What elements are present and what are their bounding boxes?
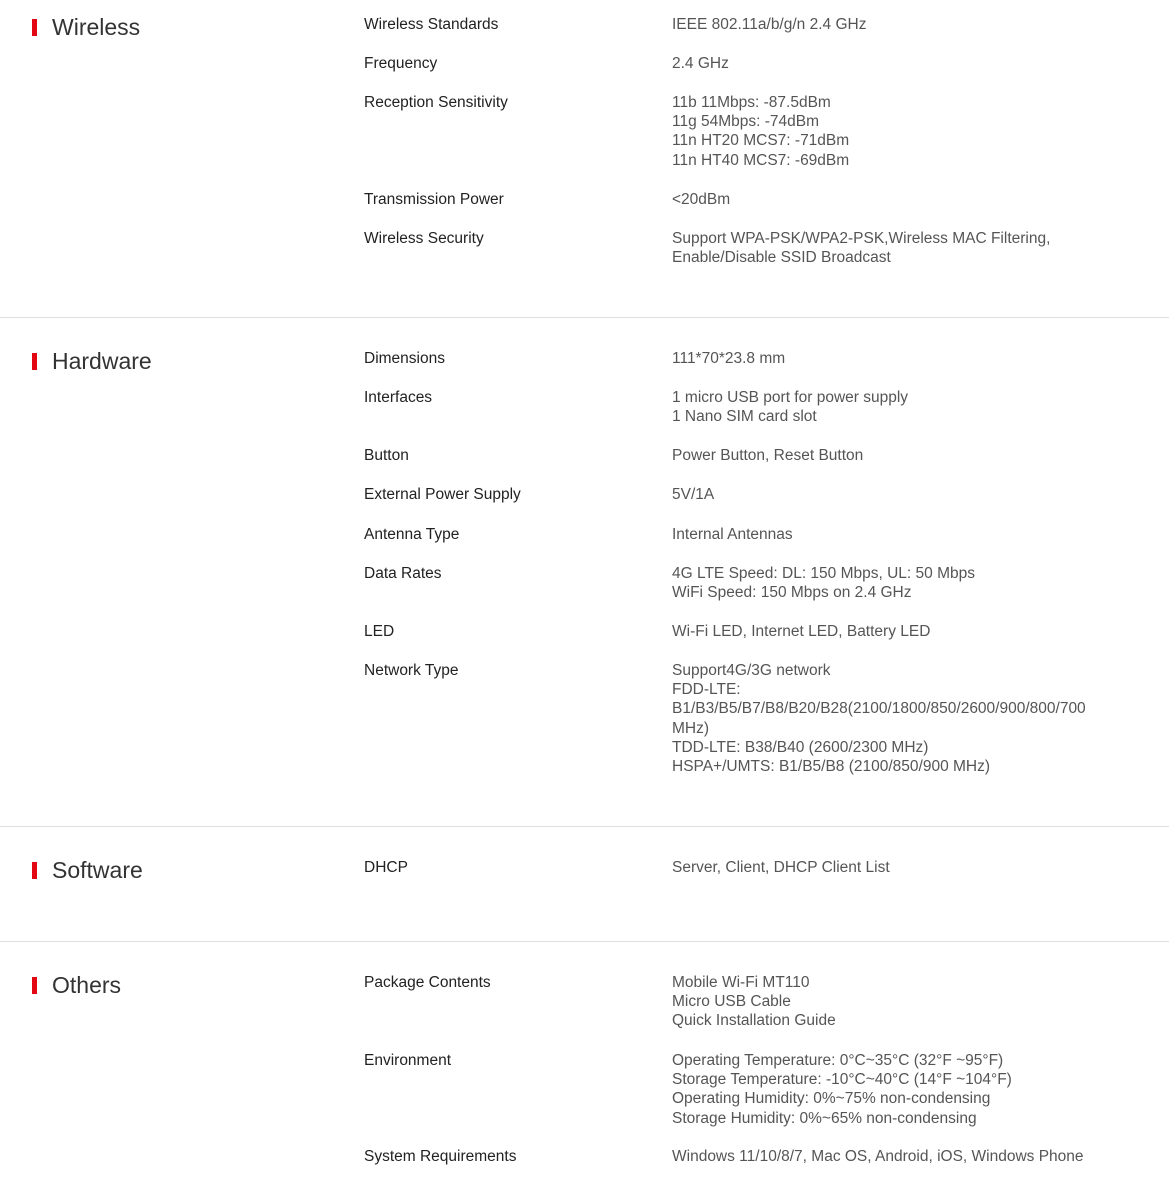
spec-value: [672, 229, 1152, 267]
spec-value-line: IEEE 802.11a/b/g/n 2.4 GHz: [672, 16, 867, 33]
spec-value-line: Internal Antennas: [672, 526, 793, 543]
spec-label: LED: [364, 623, 395, 640]
spec-value-line: Operating Temperature: 0°C~35°C (32°F ~95°F): [672, 1052, 1004, 1069]
section-hardware: [0, 318, 1169, 827]
spec-row: [364, 485, 1154, 525]
spec-value: [672, 525, 1152, 544]
section-title: Others: [52, 972, 122, 998]
spec-label: Antenna Type: [364, 526, 460, 543]
spec-value: [672, 349, 1152, 368]
section-title: Software: [52, 857, 143, 883]
spec-value-line: 5V/1A: [672, 486, 715, 503]
spec-row: [364, 525, 1154, 564]
spec-value: [672, 446, 1152, 465]
spec-label: Transmission Power: [364, 191, 504, 208]
spec-value-line: 111*70*23.8 mm: [672, 350, 786, 367]
spec-label: Data Rates: [364, 565, 442, 582]
spec-value-line: 11b 11Mbps: -87.5dBm: [672, 94, 831, 111]
spec-value-line: Wi-Fi LED, Internet LED, Battery LED: [672, 623, 931, 640]
spec-label: Button: [364, 447, 409, 464]
spec-row: [364, 388, 1154, 446]
spec-rows: [364, 15, 1154, 269]
spec-label: Package Contents: [364, 974, 491, 991]
section-header: [32, 971, 121, 999]
spec-value: [672, 388, 1152, 426]
spec-value: [672, 54, 1152, 73]
spec-row: [364, 1147, 1154, 1186]
spec-value-line: Support WPA-PSK/WPA2-PSK,Wireless MAC Filtering,: [672, 230, 1051, 247]
spec-row: [364, 93, 1154, 190]
spec-value-line: 2.4 GHz: [672, 55, 729, 72]
spec-value-line: Quick Installation Guide: [672, 1012, 836, 1030]
spec-value-line: FDD-LTE:: [672, 681, 741, 699]
spec-value-line: 11g 54Mbps: -74dBm: [672, 113, 820, 131]
spec-value-line: TDD-LTE: B38/B40 (2600/2300 MHz): [672, 738, 929, 756]
spec-row: [364, 564, 1154, 622]
spec-row: [364, 446, 1154, 485]
accent-bar: [32, 977, 37, 994]
spec-row: [364, 858, 1154, 897]
spec-value: [672, 858, 1152, 877]
section-title: Wireless: [52, 14, 141, 40]
spec-value: [672, 661, 1152, 776]
accent-bar: [32, 862, 37, 879]
spec-row: [364, 15, 1154, 54]
spec-value-line: MHz): [672, 719, 710, 737]
spec-value-line: Server, Client, DHCP Client List: [672, 859, 890, 876]
spec-label: External Power Supply: [364, 486, 521, 503]
spec-value-line: Storage Temperature: -10°C~40°C (14°F ~104°F): [672, 1071, 1012, 1089]
spec-row: [364, 622, 1154, 661]
spec-row: [364, 973, 1154, 1051]
spec-label: Reception Sensitivity: [364, 94, 508, 111]
spec-rows: [364, 349, 1154, 777]
section-software: [0, 827, 1169, 942]
spec-value-line: Enable/Disable SSID Broadcast: [672, 249, 891, 267]
spec-label: Dimensions: [364, 350, 445, 367]
section-others: [0, 942, 1169, 1188]
spec-value-line: 1 micro USB port for power supply: [672, 389, 909, 406]
spec-value-line: Power Button, Reset Button: [672, 447, 864, 464]
accent-bar: [32, 19, 37, 36]
spec-row: [364, 190, 1154, 229]
spec-value-line: 1 Nano SIM card slot: [672, 408, 817, 426]
spec-value: [672, 93, 1152, 170]
spec-value: [672, 1051, 1152, 1128]
spec-label: Interfaces: [364, 389, 433, 406]
spec-row: [364, 349, 1154, 388]
section-wireless: [0, 0, 1169, 318]
spec-label: Wireless Security: [364, 230, 484, 247]
spec-value-line: Operating Humidity: 0%~75% non-condensing: [672, 1090, 991, 1108]
spec-label: Frequency: [364, 55, 438, 72]
section-header: [32, 347, 152, 375]
spec-value: [672, 564, 1152, 602]
section-title: Hardware: [52, 348, 152, 374]
spec-value-line: 4G LTE Speed: DL: 150 Mbps, UL: 50 Mbps: [672, 565, 975, 582]
spec-row: [364, 661, 1154, 777]
spec-rows: [364, 858, 1154, 897]
spec-value-line: Micro USB Cable: [672, 993, 791, 1011]
spec-value: [672, 485, 1152, 504]
accent-bar: [32, 353, 37, 370]
spec-row: [364, 229, 1154, 269]
spec-label: Environment: [364, 1052, 452, 1069]
spec-value-line: Storage Humidity: 0%~65% non-condensing: [672, 1109, 977, 1127]
spec-label: System Requirements: [364, 1148, 517, 1165]
spec-value-line: HSPA+/UMTS: B1/B5/B8 (2100/850/900 MHz): [672, 758, 991, 776]
section-header: [32, 856, 143, 884]
spec-value-line: Support4G/3G network: [672, 662, 831, 679]
spec-value-line: Windows 11/10/8/7, Mac OS, Android, iOS, Windows Phone: [672, 1148, 1084, 1165]
spec-value-line: 11n HT20 MCS7: -71dBm: [672, 132, 850, 150]
spec-value: [672, 1147, 1152, 1166]
spec-value-line: B1/B3/B5/B7/B8/B20/B28(2100/1800/850/2600/900/800/700: [672, 700, 1086, 718]
spec-label: Wireless Standards: [364, 16, 499, 33]
spec-value-line: 11n HT40 MCS7: -69dBm: [672, 151, 850, 169]
spec-label: Network Type: [364, 662, 459, 679]
spec-rows: [364, 973, 1154, 1186]
spec-value-line: WiFi Speed: 150 Mbps on 2.4 GHz: [672, 584, 912, 602]
spec-value: [672, 190, 1152, 209]
spec-value: [672, 622, 1152, 641]
spec-value: [672, 973, 1152, 1031]
spec-value-line: <20dBm: [672, 191, 731, 208]
spec-value: [672, 15, 1152, 34]
section-header: [32, 13, 140, 41]
spec-label: DHCP: [364, 859, 408, 876]
spec-row: [364, 1051, 1154, 1147]
spec-value-line: Mobile Wi-Fi MT110: [672, 974, 810, 991]
spec-row: [364, 54, 1154, 93]
